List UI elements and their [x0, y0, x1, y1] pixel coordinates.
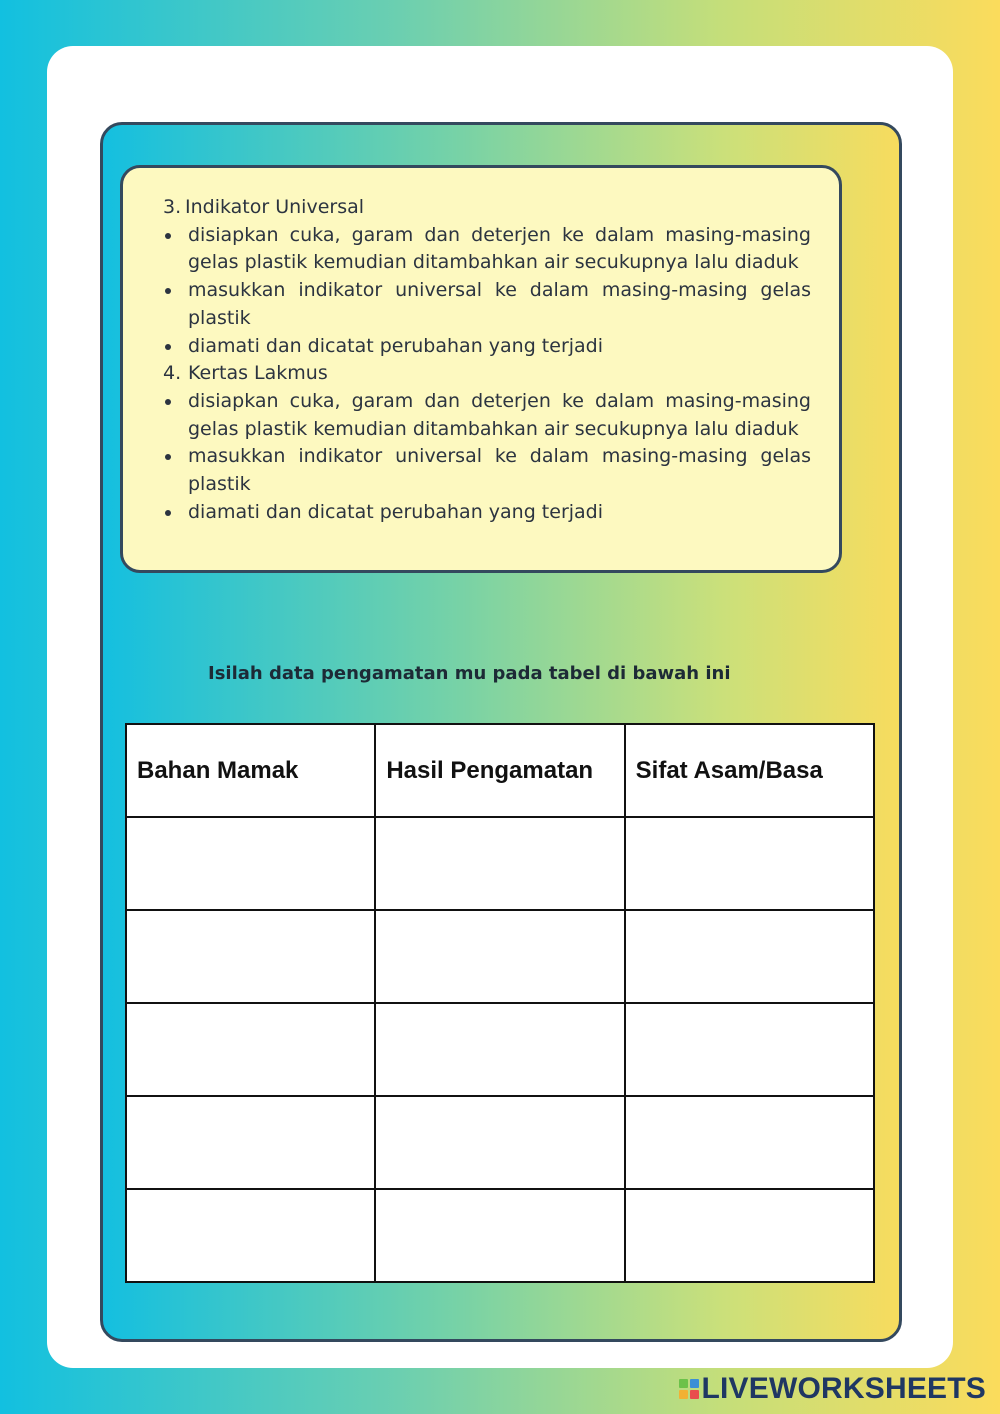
answer-cell[interactable] — [625, 817, 874, 910]
answer-cell[interactable] — [375, 910, 624, 1003]
table-row — [126, 1003, 874, 1096]
step-list — [163, 388, 811, 527]
liveworksheets-logo-icon — [679, 1379, 699, 1399]
answer-cell[interactable] — [126, 1003, 375, 1096]
table-row — [126, 1096, 874, 1189]
step-item: diamati dan dicatat perubahan yang terjadi — [163, 333, 811, 361]
answer-cell[interactable] — [126, 1189, 375, 1282]
logo-square — [690, 1379, 699, 1388]
step-item: disiapkan cuka, garam dan deterjen ke dalam masing-masing gelas plastik kemudian ditambahkan air secukupnya lalu diaduk — [163, 222, 811, 277]
header-bahan: Bahan Mamak — [126, 724, 375, 817]
answer-cell[interactable] — [625, 1189, 874, 1282]
section-title: Kertas Lakmus — [188, 362, 328, 385]
answer-cell[interactable] — [126, 910, 375, 1003]
logo-square — [690, 1390, 699, 1399]
step-list — [163, 222, 811, 361]
procedure-box — [120, 165, 842, 573]
brand-name: LIVEWORKSHEETS — [701, 1372, 986, 1405]
step-item: masukkan indikator universal ke dalam masing-masing gelas plastik — [163, 277, 811, 332]
answer-cell[interactable] — [625, 1003, 874, 1096]
table-header-row — [126, 724, 874, 817]
section-title: Indikator Universal — [185, 196, 365, 218]
header-hasil: Hasil Pengamatan — [375, 724, 624, 817]
table-row — [126, 910, 874, 1003]
section-heading — [163, 360, 811, 388]
logo-square — [679, 1379, 688, 1388]
answer-cell[interactable] — [375, 1003, 624, 1096]
step-item: masukkan indikator universal ke dalam masing-masing gelas plastik — [163, 443, 811, 498]
table-row — [126, 817, 874, 910]
liveworksheets-brand[interactable] — [679, 1372, 987, 1406]
section-heading — [163, 194, 811, 222]
table-row — [126, 1189, 874, 1282]
step-item: diamati dan dicatat perubahan yang terjadi — [163, 499, 811, 527]
answer-cell[interactable] — [126, 1096, 375, 1189]
table-instruction: Isilah data pengamatan mu pada tabel di bawah ini — [208, 663, 731, 684]
header-sifat: Sifat Asam/Basa — [625, 724, 874, 817]
answer-cell[interactable] — [375, 817, 624, 910]
observation-table — [125, 723, 875, 1283]
answer-cell[interactable] — [126, 817, 375, 910]
answer-cell[interactable] — [625, 910, 874, 1003]
section-number: 3. — [163, 196, 182, 218]
answer-cell[interactable] — [375, 1096, 624, 1189]
answer-cell[interactable] — [375, 1189, 624, 1282]
answer-cell[interactable] — [625, 1096, 874, 1189]
section-number: 4. — [163, 362, 182, 385]
logo-square — [679, 1390, 688, 1399]
step-item: disiapkan cuka, garam dan deterjen ke dalam masing-masing gelas plastik kemudian ditambahkan air secukupnya lalu diaduk — [163, 388, 811, 443]
